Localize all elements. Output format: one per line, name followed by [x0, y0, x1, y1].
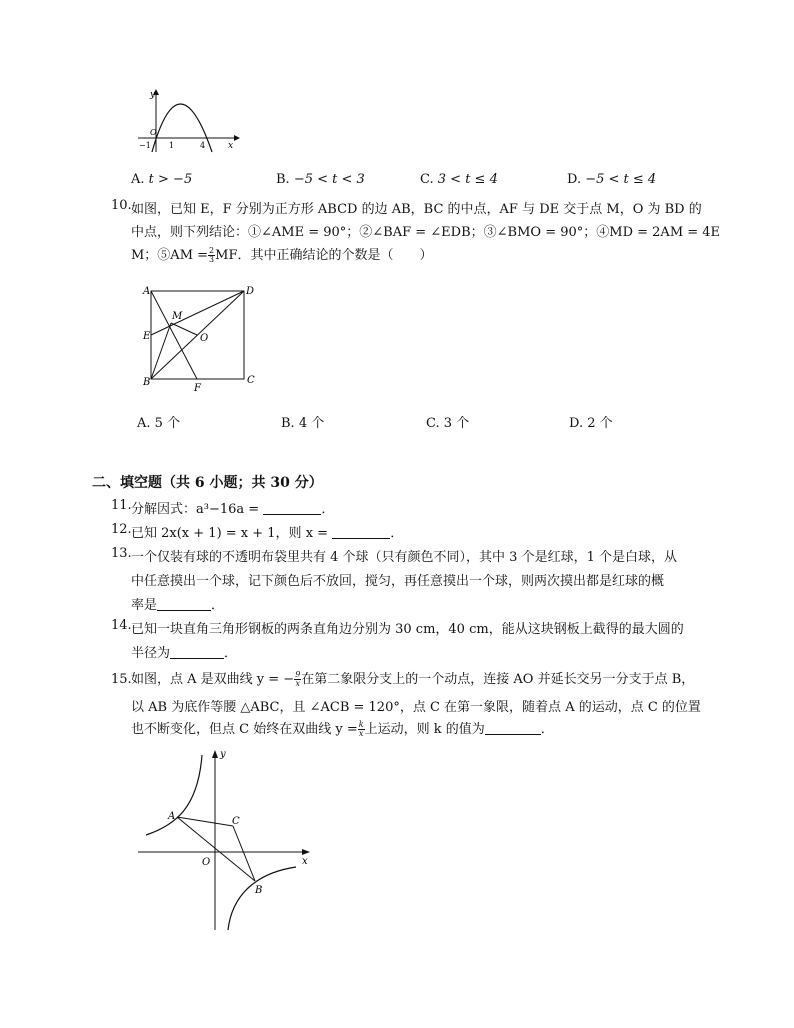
q13-number: 13. [111, 546, 132, 561]
q15-fraction-2: $\frac{k}{x}$ [358, 720, 364, 738]
q15-line3: 也不断变化，但点 C 始终在双曲线 y = $\frac{k}{x}$ 上运动，则 k 的值为 ． [131, 720, 554, 738]
q10-square-figure [140, 281, 265, 393]
label-y: y [220, 749, 226, 760]
q14-line2: 半径为 ． [131, 646, 238, 661]
q11-answer-blank[interactable] [263, 502, 321, 515]
segment-mo [171, 323, 197, 335]
q13-line2: 中任意摸出一个球，记下颜色后不放回，搅匀，再任意摸出一个球，则两次摸出都是红球的概 [131, 574, 665, 589]
q10-option-c[interactable]: C. 3 个 [426, 416, 470, 431]
q9-option-d[interactable]: D. −5 < t ≤ 4 [567, 172, 657, 187]
segment-cb [233, 826, 255, 881]
q11-number: 11. [111, 498, 132, 513]
label-o: O [200, 333, 209, 344]
q15-fraction-1: $\frac{9}{x}$ [295, 670, 301, 688]
q14-number: 14. [111, 618, 132, 633]
q9-option-b[interactable]: B. −5 < t < 3 [276, 172, 365, 187]
tick-4: 4 [200, 141, 206, 150]
q10-line3-post: MF．其中正确结论的个数是（ ） [215, 248, 433, 263]
segment-af [151, 291, 197, 379]
q13-answer-blank[interactable] [157, 598, 211, 611]
label-o: O [202, 857, 211, 868]
q10-line3 [131, 244, 432, 264]
q10-option-d[interactable]: D. 2 个 [569, 416, 613, 431]
segment-de [151, 291, 244, 335]
segment-ab [177, 817, 255, 881]
label-b: B [143, 377, 151, 388]
q10-line1: 如图，已知 E，F 分别为正方形 ABCD 的边 AB，BC 的中点，AF 与 DE 交于点 M，O 为 BD 的 [131, 202, 702, 217]
q15-answer-blank[interactable] [485, 722, 541, 735]
q10-line2: 中点，则下列结论：①∠AME = 90°；②∠BAF = ∠EDB；③∠BMO = 90°；④MD = 2AM = 4E [131, 225, 721, 240]
q15-line1: 如图，点 A 是双曲线 y = − $\frac{9}{x}$ 在第二象限分支上的一个动点，连接 AO 并延长交另一分支于点 B， [131, 670, 695, 688]
segment-bm [151, 323, 171, 379]
q10-option-a[interactable]: A. 5 个 [137, 416, 181, 431]
q13-line1: 一个仅装有球的不透明布袋里共有 4 个球（只有颜色不同），其中 3 个是红球，1 个是白球，从 [131, 550, 677, 565]
label-f: F [194, 383, 201, 393]
label-a: A [168, 811, 176, 822]
tick-1: 1 [169, 141, 175, 150]
label-e: E [143, 331, 151, 342]
label-c: C [247, 375, 255, 386]
origin-label: O [150, 128, 157, 137]
label-x: x [302, 856, 308, 867]
q9-option-c[interactable]: C. 3 < t ≤ 4 [420, 172, 498, 187]
q12-text: 已知 2x(x + 1) = x + 1，则 x = ． [131, 526, 404, 541]
segment-ac [177, 817, 233, 826]
q14-answer-blank[interactable] [170, 646, 224, 659]
label-c: C [232, 816, 240, 827]
q11-text: 分解因式：a³−16a = ． [131, 502, 335, 517]
tick-neg1: −1 [139, 141, 151, 150]
x-axis-label: x [228, 141, 234, 151]
label-a: A [143, 286, 151, 297]
label-b: B [255, 885, 263, 896]
q9-parabola-graph [134, 86, 244, 156]
q12-answer-blank[interactable] [332, 526, 390, 539]
section-2-title: 二、填空题（共 6 小题；共 30 分） [92, 475, 323, 491]
q15-hyperbola-figure [136, 745, 316, 935]
q15-number: 15. [111, 672, 132, 687]
q12-number: 12. [111, 522, 132, 537]
q10-fraction: $\frac{2}{3}$ [209, 246, 215, 264]
y-axis-arrow-icon [212, 750, 218, 758]
q13-line3: 率是 ． [131, 598, 225, 613]
x-axis-arrow-icon [302, 849, 310, 855]
q10-number: 10. [111, 198, 132, 213]
q14-line1: 已知一块直角三角形钢板的两条直角边分别为 30 cm，40 cm，能从这块钢板上截得的最大圆的 [131, 622, 684, 637]
q10-line3-pre: M；⑤AM = [131, 248, 209, 263]
q15-line2: 以 AB 为底作等腰 △ABC，且 ∠ACB = 120°，点 C 在第一象限，随着点 A 的运动，点 C 的位置 [131, 700, 701, 715]
x-axis-arrow-icon [234, 135, 240, 141]
y-axis-label: y [150, 90, 156, 100]
hyperbola-branch-2nd-quadrant [146, 755, 202, 835]
q10-option-b[interactable]: B. 4 个 [281, 416, 325, 431]
label-d: D [246, 286, 255, 297]
label-m: M [172, 311, 183, 322]
hyperbola-branch-4th-quadrant [228, 867, 296, 930]
q9-option-a[interactable]: A. t > −5 [131, 172, 193, 187]
segment-bd [151, 291, 244, 379]
